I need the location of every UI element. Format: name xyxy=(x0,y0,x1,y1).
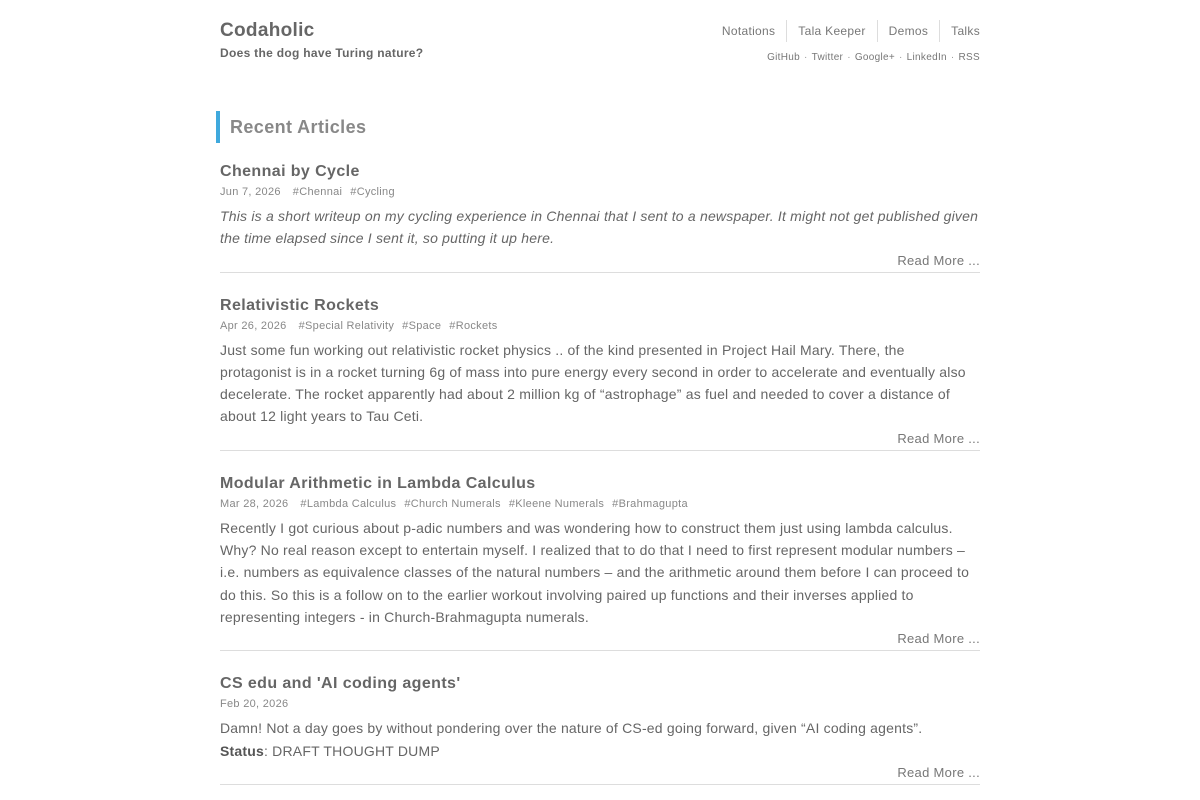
article-meta xyxy=(220,696,980,712)
article-item xyxy=(220,473,980,651)
social-link-linkedin[interactable]: LinkedIn xyxy=(906,52,947,63)
article-date: Feb 20, 2026 xyxy=(220,698,289,711)
site-header xyxy=(220,0,980,86)
article-meta xyxy=(220,496,980,512)
read-more-row xyxy=(220,430,980,448)
read-more-row xyxy=(220,252,980,270)
nav-item-demos[interactable]: Demos xyxy=(878,20,941,42)
article-item xyxy=(220,673,980,785)
social-link-github[interactable]: GitHub xyxy=(767,52,800,63)
social-link-googleplus[interactable]: Google+ xyxy=(854,52,896,63)
article-tag[interactable]: #Church Numerals xyxy=(404,497,501,510)
social-link-twitter[interactable]: Twitter xyxy=(811,52,844,63)
article-date: Jun 7, 2026 xyxy=(220,186,281,198)
social-link-rss[interactable]: RSS xyxy=(958,52,980,63)
social-separator: · xyxy=(804,52,808,63)
article-summary xyxy=(220,717,980,762)
read-more-row xyxy=(220,630,980,648)
article-tag[interactable]: #Kleene Numerals xyxy=(508,497,605,510)
status-value: : DRAFT THOUGHT DUMP xyxy=(264,742,440,759)
article-title[interactable]: CS edu and 'AI coding agents' xyxy=(220,675,461,693)
article-meta xyxy=(220,318,980,334)
article-tag[interactable]: #Chennai xyxy=(292,186,343,198)
read-more-link[interactable]: Read More ... xyxy=(897,252,980,268)
read-more-link[interactable]: Read More ... xyxy=(897,430,980,446)
status-label: Status xyxy=(220,742,264,759)
article-tag[interactable]: #Space xyxy=(402,319,442,332)
article-list xyxy=(220,161,980,785)
social-separator: · xyxy=(950,52,955,63)
site-title[interactable]: Codaholic xyxy=(220,20,315,41)
article-summary-text: Damn! Not a day goes by without pondering over the nature of CS-ed going forward, given “AI coding agents”. xyxy=(220,720,923,737)
read-more-row xyxy=(220,764,980,782)
article-item xyxy=(220,295,980,451)
nav-item-talks[interactable]: Talks xyxy=(951,24,980,38)
social-links xyxy=(767,52,980,63)
page xyxy=(220,0,980,785)
nav-item-notations[interactable]: Notations xyxy=(711,20,787,42)
top-nav xyxy=(711,20,980,42)
article-tag[interactable]: #Cycling xyxy=(350,186,395,198)
social-separator: · xyxy=(899,52,903,63)
article-title[interactable]: Chennai by Cycle xyxy=(220,163,360,180)
article-date: Mar 28, 2026 xyxy=(220,497,289,510)
article-summary: Recently I got curious about p-adic numbers and was wondering how to construct them just using lambda calculus. Why? No real reason except to entertain myself. I realized that to do that I need to first represent modular numbers – i.e. numbers as equivalence classes of the natural numbers – and the arithmetic around them before I can proceed to do this. So this is a follow on to the earlier workout involving paired up functions and their inverses applied to representing integers - in Church-Brahmagupta numerals. xyxy=(220,519,970,625)
article-tag[interactable]: #Special Relativity xyxy=(298,319,395,332)
article-item xyxy=(220,161,980,273)
article-tag[interactable]: #Rockets xyxy=(449,319,498,332)
article-summary: Just some fun working out relativistic rocket physics .. of the kind presented in Project Hail Mary. There, the protagonist is in a rocket turning 6g of mass into pure energy every second in order to accelerate and eventually also decelerate. The rocket apparently had about 2 million kg of “astrophage” as fuel and needed to cover a distance of about 12 light years to Tau Ceti. xyxy=(220,341,966,425)
nav-item-tala-keeper[interactable]: Tala Keeper xyxy=(787,20,877,42)
article-title[interactable]: Modular Arithmetic in Lambda Calculus xyxy=(220,474,536,492)
read-more-link[interactable]: Read More ... xyxy=(897,764,980,780)
article-tag[interactable]: #Lambda Calculus xyxy=(300,497,397,510)
site-tagline: Does the dog have Turing nature? xyxy=(220,46,424,60)
social-separator: · xyxy=(847,52,851,63)
article-date: Apr 26, 2026 xyxy=(220,319,287,332)
article-tag[interactable]: #Brahmagupta xyxy=(612,497,688,510)
article-meta xyxy=(220,184,980,200)
section-heading-recent-articles: Recent Articles xyxy=(216,111,980,143)
article-title[interactable]: Relativistic Rockets xyxy=(220,296,380,314)
read-more-link[interactable]: Read More ... xyxy=(897,631,980,647)
article-summary: This is a short writeup on my cycling experience in Chennai that I sent to a newspaper. It might not get published given the time elapsed since I sent it, so putting it up here. xyxy=(220,208,979,247)
